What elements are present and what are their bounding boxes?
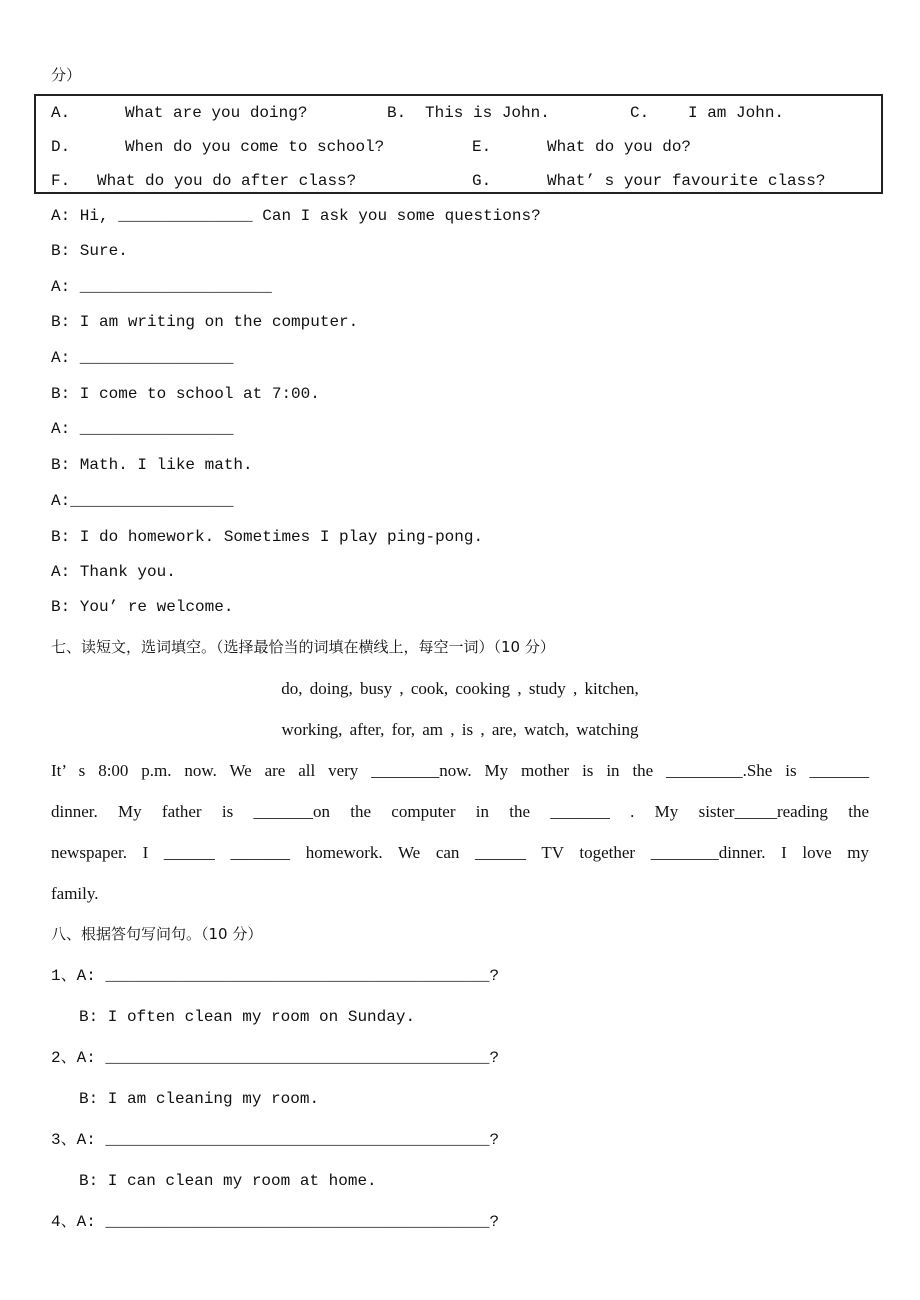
passage-line: family. <box>51 884 99 903</box>
question-line: 1、A: ________________________________________? <box>51 967 500 985</box>
section-8-heading: 八、根据答句写问句。（10 分） <box>51 925 263 943</box>
question-line: 2、A: ________________________________________? <box>51 1049 500 1067</box>
option-letter: C. <box>630 104 650 122</box>
answer-line: B: I can clean my room at home. <box>79 1172 377 1190</box>
option-letter: E. <box>472 138 492 156</box>
option-letter: F. <box>51 172 71 190</box>
dialogue-line: A: ________________ <box>51 349 234 367</box>
option-letter: D. <box>51 138 71 156</box>
dialogue-line: A:_________________ <box>51 492 234 510</box>
section-7-heading: 七、读短文，选词填空。（选择最恰当的词填在横线上，每空一词）（10 分） <box>51 638 555 656</box>
option-letter: A. <box>51 104 71 122</box>
passage-line: dinner. My father is _______on the computer in the _______ . My sister_____reading the <box>51 802 869 821</box>
answer-line: B: I often clean my room on Sunday. <box>79 1008 416 1026</box>
option-text: When do you come to school? <box>125 138 385 156</box>
dialogue-line: B: You’ re welcome. <box>51 598 234 616</box>
question-line: 4、A: ________________________________________? <box>51 1213 500 1231</box>
dialogue-line: B: I come to school at 7:00. <box>51 385 320 403</box>
word-bank-line: working, after, for, am , is , are, watch, watching <box>281 720 639 739</box>
option-text: What’ s your favourite class? <box>547 172 826 190</box>
option-text: This is John. <box>425 104 550 122</box>
dialogue-line: A: ________________ <box>51 420 234 438</box>
dialogue-line: A: ____________________ <box>51 278 272 296</box>
answer-line: B: I am cleaning my room. <box>79 1090 320 1108</box>
dialogue-line: B: Sure. <box>51 242 128 260</box>
question-line: 3、A: ________________________________________? <box>51 1131 500 1149</box>
passage-line: newspaper. I ______ _______ homework. We can ______ TV together ________dinner. I love my <box>51 843 869 862</box>
dialogue-line: A: Hi, ______________ Can I ask you some questions? <box>51 207 541 225</box>
option-letter: B. <box>387 104 407 122</box>
option-text: What are you doing? <box>125 104 308 122</box>
option-text: What do you do after class? <box>97 172 357 190</box>
dialogue-line: B: I do homework. Sometimes I play ping-pong. <box>51 528 484 546</box>
dialogue-line: B: I am writing on the computer. <box>51 313 359 331</box>
section-heading-tail: 分） <box>51 66 82 84</box>
dialogue-line: A: Thank you. <box>51 563 176 581</box>
option-text: I am John. <box>688 104 785 122</box>
passage-line: It’ s 8:00 p.m. now. We are all very ________now. My mother is in the _________.She is _______ <box>51 761 869 780</box>
option-text: What do you do? <box>547 138 692 156</box>
option-letter: G. <box>472 172 492 190</box>
dialogue-line: B: Math. I like math. <box>51 456 253 474</box>
word-bank-line: do, doing, busy , cook, cooking , study , kitchen, <box>281 679 639 698</box>
